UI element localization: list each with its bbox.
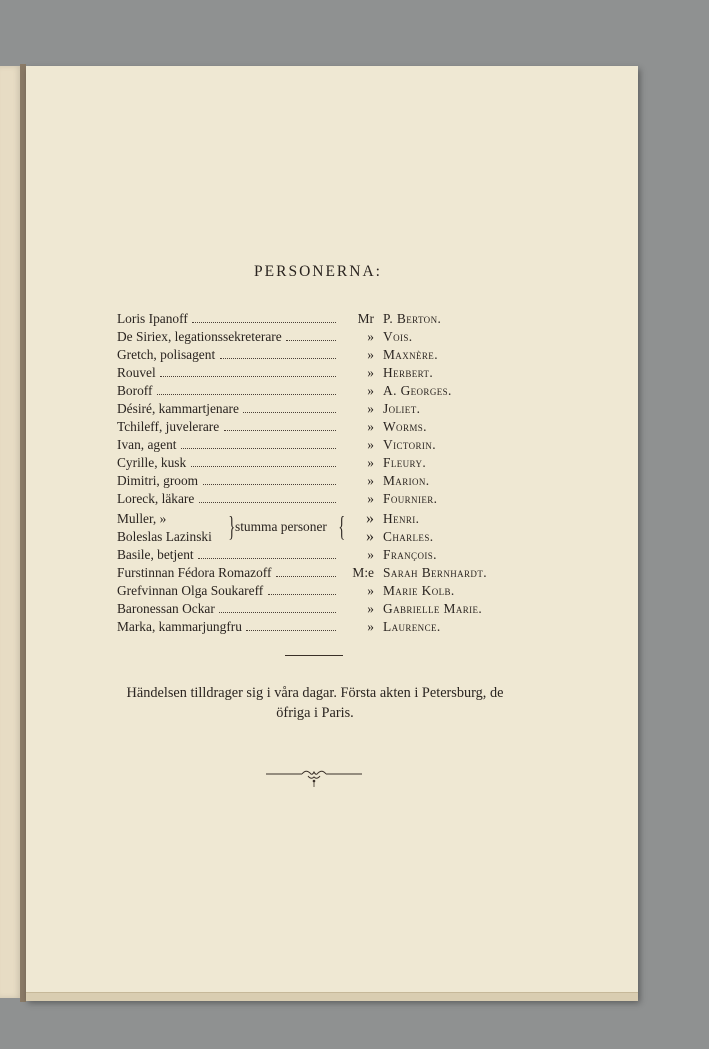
actor-name: Marie Kolb. (383, 583, 455, 598)
actor-prefix: » (367, 329, 374, 344)
role-name: Furstinnan Fédora Romazoff (117, 565, 272, 580)
cast-row (117, 364, 517, 382)
actor-name: Sarah Bernhardt. (383, 565, 487, 580)
leader-dots (219, 612, 336, 613)
role-name: Boroff (117, 383, 153, 398)
page-bottom-edge (26, 992, 638, 1001)
cast-row (117, 618, 517, 636)
role-name: Loreck, läkare (117, 491, 195, 506)
role-name: Loris Ipanoff (117, 311, 188, 326)
cast-row (117, 490, 517, 508)
separator-rule (285, 655, 343, 656)
actor-prefix: » (367, 437, 374, 452)
actor-prefix: M:e (352, 565, 374, 580)
role-name: Grefvinnan Olga Soukareff (117, 583, 264, 598)
role-name: Tchileff, juvelerare (117, 419, 220, 434)
actor-name: Vois. (383, 329, 413, 344)
leader-dots (276, 576, 336, 577)
role-name: Cyrille, kusk (117, 455, 187, 470)
actor-prefix: Mr (357, 311, 374, 326)
cast-row (117, 582, 517, 600)
leader-dots (191, 466, 336, 467)
setting-note: Händelsen tilldrager sig i våra dagar. Första akten i Petersburg, de öfriga i Paris. (126, 685, 504, 721)
actor-prefix: » (367, 347, 374, 362)
role-name: Baronessan Ockar (117, 601, 215, 616)
cast-row (117, 454, 517, 472)
ornament-flourish (264, 762, 364, 792)
actor-name: Worms. (383, 419, 427, 434)
actor-name: A. Georges. (383, 383, 452, 398)
leader-dots (286, 340, 336, 341)
mute-actor-henri: Henri. (383, 511, 420, 526)
role-name: Désiré, kammartjenare (117, 401, 239, 416)
leader-dots (224, 430, 336, 431)
actor-name: Joliet. (383, 401, 421, 416)
actor-name: P. Berton. (383, 311, 442, 326)
cast-row (117, 346, 517, 364)
page-title: PERSONERNA: (254, 263, 382, 280)
leader-dots (198, 558, 336, 559)
actor-name: Victorin. (383, 437, 436, 452)
role-name: Gretch, polisagent (117, 347, 216, 362)
actor-name: Marion. (383, 473, 430, 488)
role-name: Basile, betjent (117, 547, 194, 562)
leader-dots (268, 594, 336, 595)
actor-name: Laurence. (383, 619, 441, 634)
actor-prefix: » (367, 383, 374, 398)
mute-role-muller: Muller, » (117, 511, 167, 526)
role-name: Dimitri, groom (117, 473, 199, 488)
cast-row (117, 436, 517, 454)
actor-name: Maxnère. (383, 347, 438, 362)
cast-row (117, 600, 517, 618)
mute-role-boleslas: Boleslas Lazinski (117, 529, 212, 544)
mute-label: stumma personer (235, 519, 327, 534)
cast-row (117, 382, 517, 400)
actor-prefix: » (367, 455, 374, 470)
mute-actor-charles: Charles. (383, 529, 434, 544)
cast-row (117, 328, 517, 346)
cast-row (117, 418, 517, 436)
leader-dots (157, 394, 336, 395)
actor-prefix: » (367, 619, 374, 634)
mute-group (117, 510, 517, 546)
mute-prefix-2: » (366, 528, 374, 545)
actor-prefix: » (367, 419, 374, 434)
actor-name: Fleury. (383, 455, 427, 470)
role-name: Ivan, agent (117, 437, 177, 452)
actor-prefix: » (367, 365, 374, 380)
role-name: Rouvel (117, 365, 156, 380)
leader-dots (160, 376, 336, 377)
cast-row (117, 472, 517, 490)
leader-dots (246, 630, 336, 631)
right-brace: } (228, 512, 236, 543)
actor-name: Fournier. (383, 491, 438, 506)
role-name: De Siriex, legationssekreterare (117, 329, 282, 344)
leader-dots (192, 322, 336, 323)
role-name: Marka, kammarjungfru (117, 619, 242, 634)
cast-row (117, 564, 517, 582)
actor-name: François. (383, 547, 437, 562)
leader-dots (220, 358, 336, 359)
actor-name: Herbert. (383, 365, 434, 380)
cast-row (117, 400, 517, 418)
leader-dots (199, 502, 336, 503)
actor-prefix: » (367, 601, 374, 616)
leader-dots (243, 412, 336, 413)
cast-row (117, 310, 517, 328)
actor-prefix: » (367, 401, 374, 416)
left-brace: { (338, 512, 346, 543)
actor-prefix: » (367, 491, 374, 506)
mute-prefix-1: » (366, 510, 374, 527)
cast-row (117, 546, 517, 564)
actor-prefix: » (367, 473, 374, 488)
actor-name: Gabrielle Marie. (383, 601, 483, 616)
leader-dots (181, 448, 336, 449)
actor-prefix: » (367, 547, 374, 562)
actor-prefix: » (367, 583, 374, 598)
leader-dots (203, 484, 336, 485)
